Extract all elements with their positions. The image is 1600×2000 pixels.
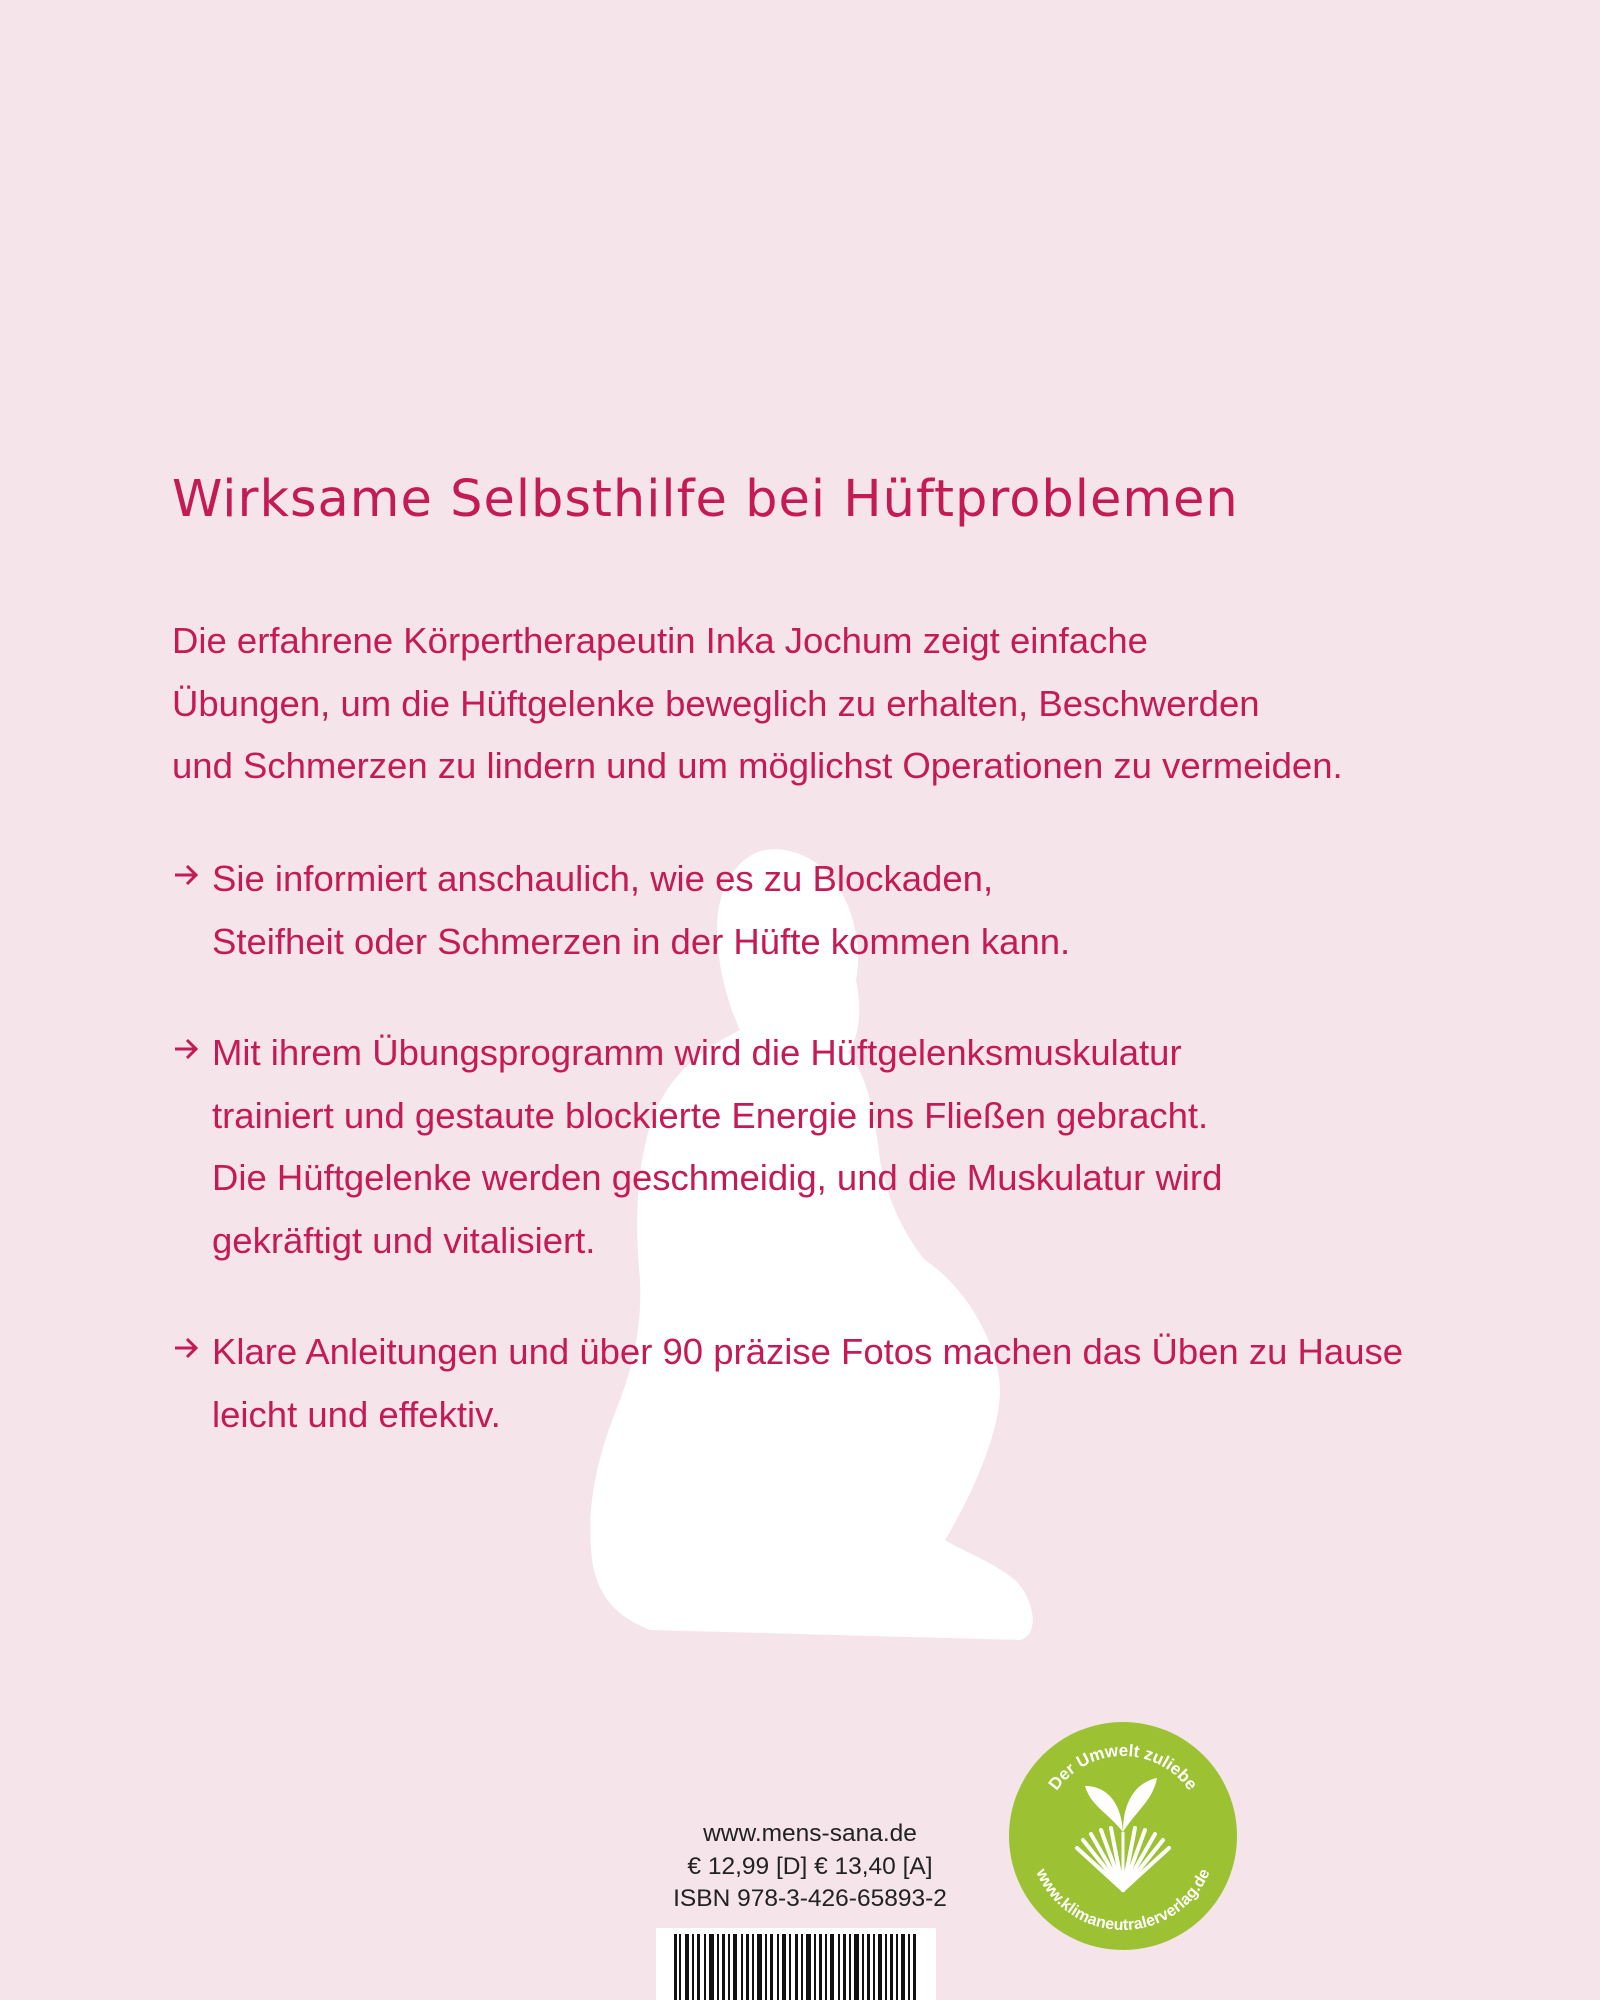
bullet-item: [172, 848, 1432, 973]
bullet-line: leicht und effektiv.: [212, 1393, 501, 1435]
website-text: www.mens-sana.de: [703, 1820, 917, 1847]
price-text: € 12,99 [D] € 13,40 [A]: [687, 1852, 933, 1880]
publisher-info: [640, 1818, 980, 1916]
bullet-line: Sie informiert anschaulich, wie es zu Blockaden,: [212, 858, 994, 899]
arrow-right-icon: [172, 1022, 206, 1085]
bullet-line: Steifheit oder Schmerzen in der Hüfte kommen kann.: [212, 920, 1071, 962]
bullet-line: Die Hüftgelenke werden geschmeidig, und die Muskulatur wird: [212, 1157, 1223, 1198]
bullet-line: Klare Anleitungen und über 90 präzise Fotos machen das Üben zu Hause: [212, 1331, 1404, 1372]
bullet-item: [172, 1321, 1432, 1446]
bullet-item: [172, 1022, 1432, 1272]
arrow-right-icon: [172, 1321, 206, 1384]
isbn-text: ISBN 978-3-426-65893-2: [673, 1885, 947, 1912]
bullet-line: gekräftigt und vitalisiert.: [212, 1219, 596, 1261]
bullet-line: trainiert und gestaute blockierte Energie ins Fließen gebracht.: [212, 1094, 1209, 1136]
page-title: Wirksame Selbsthilfe bei Hüftproblemen: [172, 470, 1239, 529]
badge-bottom-text: www.klimaneutralerverlag.de: [1032, 1866, 1214, 1935]
bullet-line: Mit ihrem Übungsprogramm wird die Hüftgelenksmuskulatur: [212, 1032, 1182, 1073]
intro-line: und Schmerzen zu lindern und um möglichst Operationen zu vermeiden.: [172, 745, 1343, 786]
intro-line: Die erfahrene Körpertherapeutin Inka Jochum zeigt einfache: [172, 620, 1148, 661]
badge-top-text: Der Umwelt zuliebe: [1044, 1740, 1202, 1794]
intro-line: Übungen, um die Hüftgelenke beweglich zu erhalten, Beschwerden: [172, 682, 1260, 724]
barcode: [656, 1928, 936, 2000]
arrow-right-icon: [172, 848, 206, 911]
climate-neutral-badge: [1007, 1720, 1239, 1952]
intro-paragraph: [172, 610, 1402, 798]
